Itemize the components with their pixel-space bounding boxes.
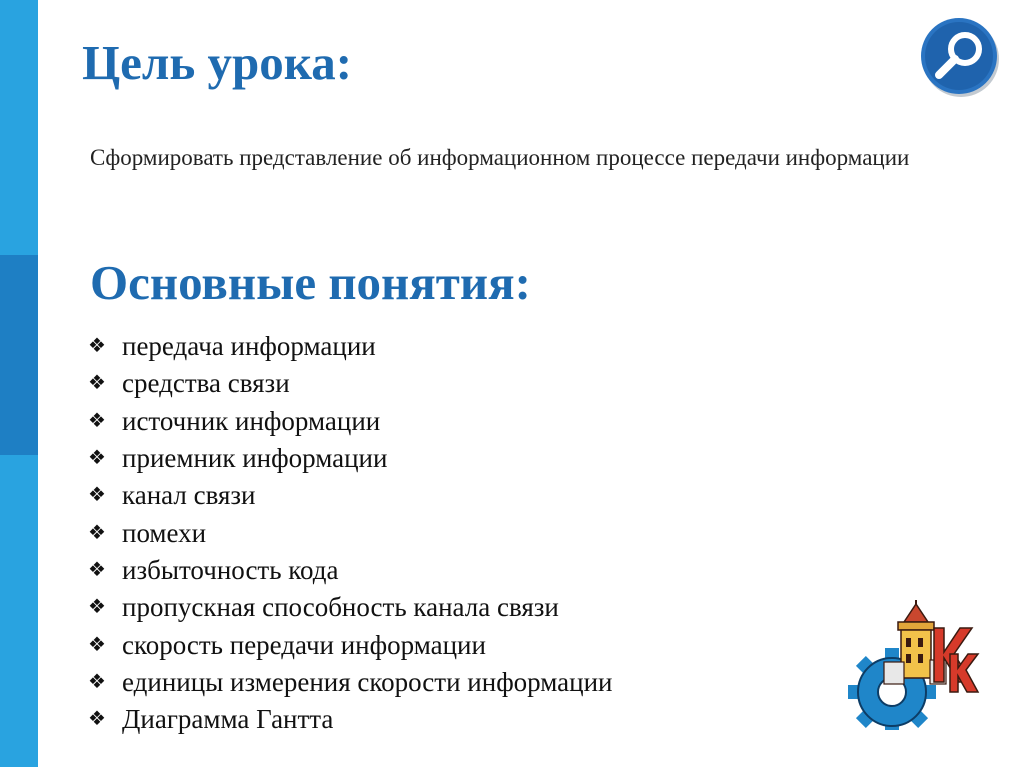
list-item (88, 365, 613, 402)
list-item (88, 403, 613, 440)
concepts-list (88, 328, 613, 738)
diamond-bullet-icon: ❖ (88, 558, 106, 581)
diamond-bullet-icon: ❖ (88, 708, 106, 731)
list-item-label: единицы измерения скорости информации (122, 666, 613, 697)
list-item-label: приемник информации (122, 443, 388, 474)
list-item (88, 477, 613, 514)
list-item-label: источник информации (122, 405, 381, 436)
list-item (88, 440, 613, 477)
lesson-goal-text: Сформировать представление об информационном процессе передачи информации (90, 145, 910, 170)
gear-castle-logo (846, 600, 986, 730)
list-item (88, 589, 613, 626)
diamond-bullet-icon: ❖ (88, 521, 106, 544)
diamond-bullet-icon: ❖ (88, 409, 106, 432)
diamond-bullet-icon: ❖ (88, 596, 106, 619)
diamond-bullet-icon: ❖ (88, 670, 106, 693)
list-item-label: передача информации (122, 331, 376, 362)
list-item (88, 664, 613, 701)
list-item (88, 552, 613, 589)
left-accent-bar-highlight (0, 255, 38, 455)
list-item (88, 514, 613, 551)
list-item-label: средства связи (122, 368, 290, 399)
diamond-bullet-icon: ❖ (88, 484, 106, 507)
list-item-label: пропускная способность канала связи (122, 592, 559, 623)
page-title: Цель урока: (82, 35, 353, 90)
list-item-label: помехи (122, 517, 207, 548)
diamond-bullet-icon: ❖ (88, 633, 106, 656)
diamond-bullet-icon: ❖ (88, 335, 106, 358)
magnifier-icon (918, 16, 1000, 98)
diamond-bullet-icon: ❖ (88, 372, 106, 395)
diamond-bullet-icon: ❖ (88, 447, 106, 470)
list-item-label: канал связи (122, 480, 256, 511)
list-item-label: Диаграмма Гантта (122, 704, 334, 735)
concepts-heading: Основные понятия: (90, 255, 531, 310)
list-item-label: избыточность кода (122, 554, 339, 585)
list-item (88, 328, 613, 365)
list-item (88, 626, 613, 663)
list-item-label: скорость передачи информации (122, 629, 486, 660)
list-item (88, 701, 613, 738)
